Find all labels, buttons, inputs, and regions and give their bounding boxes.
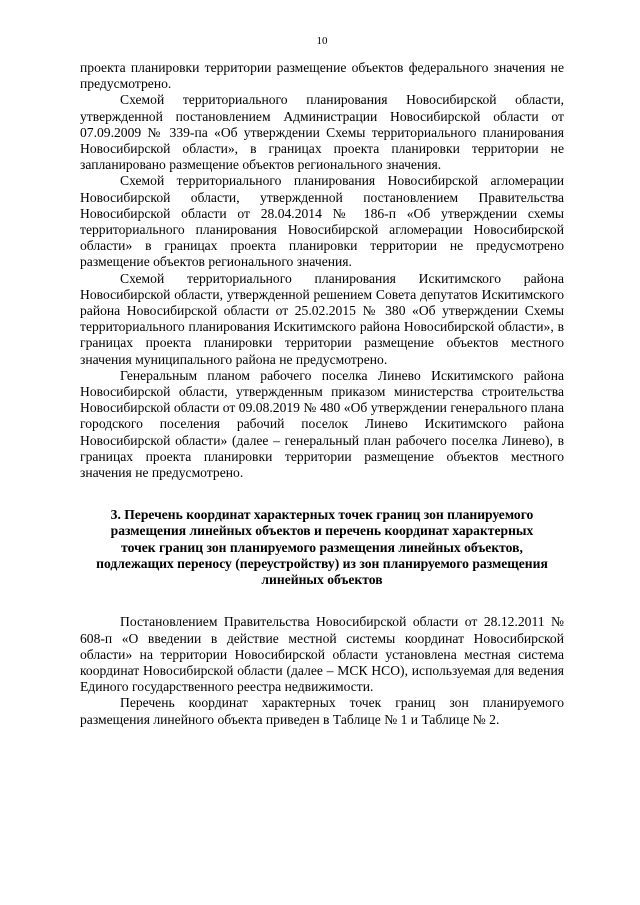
section-heading: 3. Перечень координат характерных точек границ зон планируемого размещения линейных объектов и перечень координат характерных точек границ зон планируемого размещения линейных объектов, подлежащих переносу (переустройству) из зон планируемого размещения линейных объектов [96,507,548,588]
document-page [80,34,564,728]
paragraph-coordinate-system: Постановлением Правительства Новосибирской области от 28.12.2011 № 608-п «О введении в действие местной системы координат Новосибирской области» на территории Новосибирской области установлена местная система координат Новосибирской области (далее – МСК НСО), используемая для ведения Единого государственного реестра недвижимости. [80,614,564,695]
paragraph-agglomeration-scheme: Схемой территориального планирования Новосибирской агломерации Новосибирской области, утвержденной постановлением Правительства Новосибирской области от 28.04.2014 № 186-п «Об утверждении схемы территориального планирования Новосибирской агломерации Новосибирской области» в границах проекта планировки территории не предусмотрено размещение объектов регионального значения. [80,173,564,270]
paragraph-nso-territorial-scheme: Схемой территориального планирования Новосибирской области, утвержденной постановлением Администрации Новосибирской области от 07.09.2009 № 339-па «Об утверждении Схемы территориального планирования Новосибирской области», в границах проекта планировки территории не запланировано размещение объектов регионального значения. [80,92,564,173]
paragraph-iskitim-district-scheme: Схемой территориального планирования Искитимского района Новосибирской области, утвержденной решением Совета депутатов Искитимского района Новосибирской области от 25.02.2015 № 380 «Об утверждении Схемы территориального планирования Искитимского района Новосибирской области», в границах проекта планировки территории размещение объектов местного значения муниципального района не предусмотрено. [80,270,564,367]
paragraph-linevo-general-plan: Генеральным планом рабочего поселка Линево Искитимского района Новосибирской области, утвержденным приказом министерства строительства Новосибирской области от 09.08.2019 № 480 «Об утверждении генерального плана городского поселения рабочий поселок Линево Искитимского района Новосибирской области» (далее – генеральный план рабочего поселка Линево), в границах проекта планировки территории размещение объектов местного значения не предусмотрено. [80,367,564,481]
page-number: 10 [316,35,328,47]
paragraph-federal-objects: проекта планировки территории размещение объектов федерального значения не предусмотрено. [80,60,564,92]
paragraph-coordinate-tables: Перечень координат характерных точек границ зон планируемого размещения линейного объекта приведен в Таблице № 1 и Таблице № 2. [80,695,564,727]
